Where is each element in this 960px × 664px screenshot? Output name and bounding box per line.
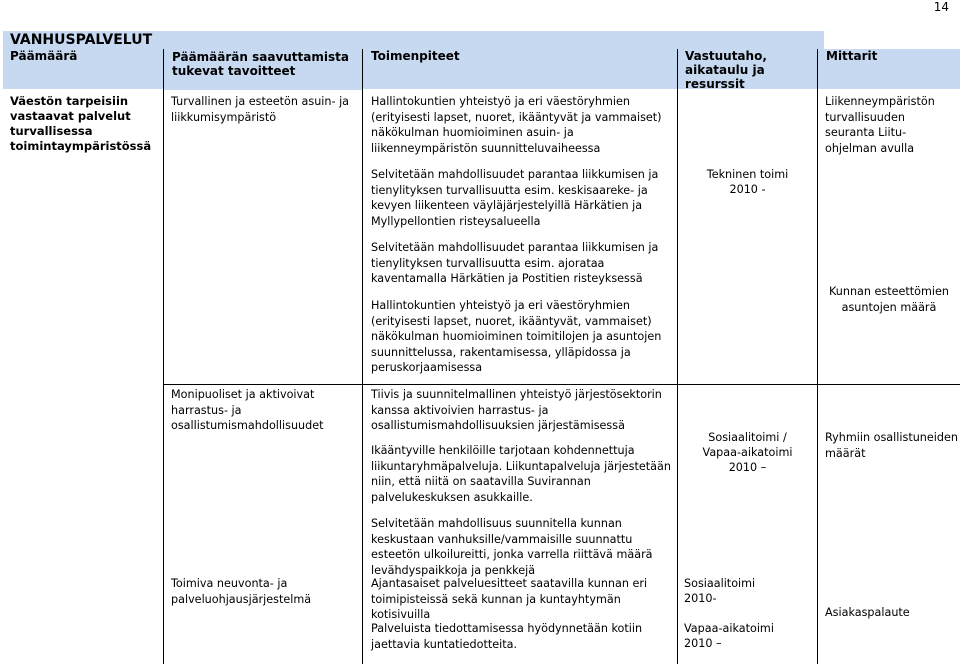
action-2: Selvitetään mahdollisuudet parantaa liikkumisen ja tienylityksen turvallisuutta esim. keskisaareke- ja kevyen liikenteen väyläjärjestelyillä Härkätien ja Myllypellontien risteysalueella	[371, 168, 659, 228]
column-divider	[677, 49, 678, 664]
action-5: Tiivis ja suunnitelmallinen yhteistyö järjestösektorin kanssa aktivoivien harrastus- ja osallistumismahdollisuuksien järjestämisessä	[371, 388, 662, 432]
subgoal-1: Turvallinen ja esteetön asuin- ja liikkumisympäristö	[171, 95, 350, 124]
responsibility-social: Sosiaalitoimi /	[708, 431, 787, 444]
responsibility-tech: Tekninen toimi	[706, 168, 789, 181]
row-divider	[163, 384, 960, 385]
action-6: Ikääntyville henkilöille tarjotaan kohdennettuja liikuntaryhmäpalveluja. Liikuntapalveluja järjestetään niin, että niitä on saatavilla Suvirannan palvelukeskuksen asukkaille.	[371, 444, 671, 504]
responsibility-year-3: 2010 –	[684, 637, 722, 650]
action-4: Hallintokuntien yhteistyö ja eri väestöryhmien (erityisesti lapset, nuoret, ikääntyvät, vammaiset) näkökulman huomioiminen toimitilojen ja asuntojen suunnittelussa, rakentamisessa, ylläpidossa ja peruskorjaamisessa	[371, 299, 662, 374]
header-metrics: Mittarit	[818, 49, 960, 89]
column-divider	[163, 49, 164, 664]
action-9: Palveluista tiedottamisessa hyödynnetään kotiin jaettavia kuntatiedotteita.	[371, 622, 643, 651]
column-divider	[362, 49, 363, 664]
goal-text: Väestön tarpeisiin vastaavat palvelut turvallisessa toimintaympäristössä	[10, 94, 152, 153]
responsibility-leisure-2: Vapaa-aikatoimi	[684, 622, 774, 635]
action-1: Hallintokuntien yhteistyö ja eri väestöryhmien (erityisesti lapset, nuoret, ikääntyvät ja vammaiset) näkökulman huomioiminen asuin- ja liikenneympäristön suunnitteluvaiheessa	[371, 95, 662, 155]
subgoal-2: Monipuoliset ja aktivoivat harrastus- ja osallistumismahdollisuudet	[171, 388, 324, 432]
page-number: 14	[933, 0, 949, 14]
column-divider	[817, 49, 818, 664]
responsibility-year: 2010 –	[728, 461, 767, 474]
header-goal: Päämäärä	[3, 49, 169, 89]
header-subgoals: Päämäärän saavuttamista tukevat tavoitteet	[163, 49, 362, 90]
responsibility-tech-year: 2010 -	[729, 183, 766, 196]
metric-2: Kunnan esteettömien asuntojen määrä	[828, 285, 949, 314]
metric-1: Liikenneympäristön turvallisuuden seuranta Liitu-ohjelman avulla	[825, 95, 935, 155]
header-actions: Toimenpiteet	[363, 49, 678, 89]
responsibility-leisure: Vapaa-aikatoimi	[702, 446, 793, 459]
metric-4: Asiakaspalaute	[825, 606, 910, 619]
section-title: VANHUSPALVELUT	[3, 31, 824, 49]
subgoal-3: Toimiva neuvonta- ja palveluohjausjärjestelmä	[171, 577, 312, 606]
responsibility-social-2: Sosiaalitoimi	[684, 577, 756, 590]
action-8: Ajantasaiset palveluesitteet saatavilla kunnan eri toimipisteissä sekä kunnan ja kuntayhtymän kotisivuilla	[371, 577, 648, 621]
header-responsibility: Vastuutaho, aikataulu ja resurssit	[678, 49, 817, 89]
action-7: Selvitetään mahdollisuus suunnitella kunnan keskustaan vanhuksille/vammaisille suunnattu esteetön ulkoilureitti, jonka varrella riittävä määrä levähdyspaikkoja ja penkkejä	[371, 517, 653, 577]
metric-3: Ryhmiin osallistuneiden määrät	[825, 431, 958, 460]
action-3: Selvitetään mahdollisuudet parantaa liikkumisen ja tienylityksen turvallisuutta esim. ajorataa kaventamalla Härkätien ja Postitien risteyksessä	[371, 241, 659, 285]
responsibility-year-2: 2010-	[684, 592, 717, 605]
